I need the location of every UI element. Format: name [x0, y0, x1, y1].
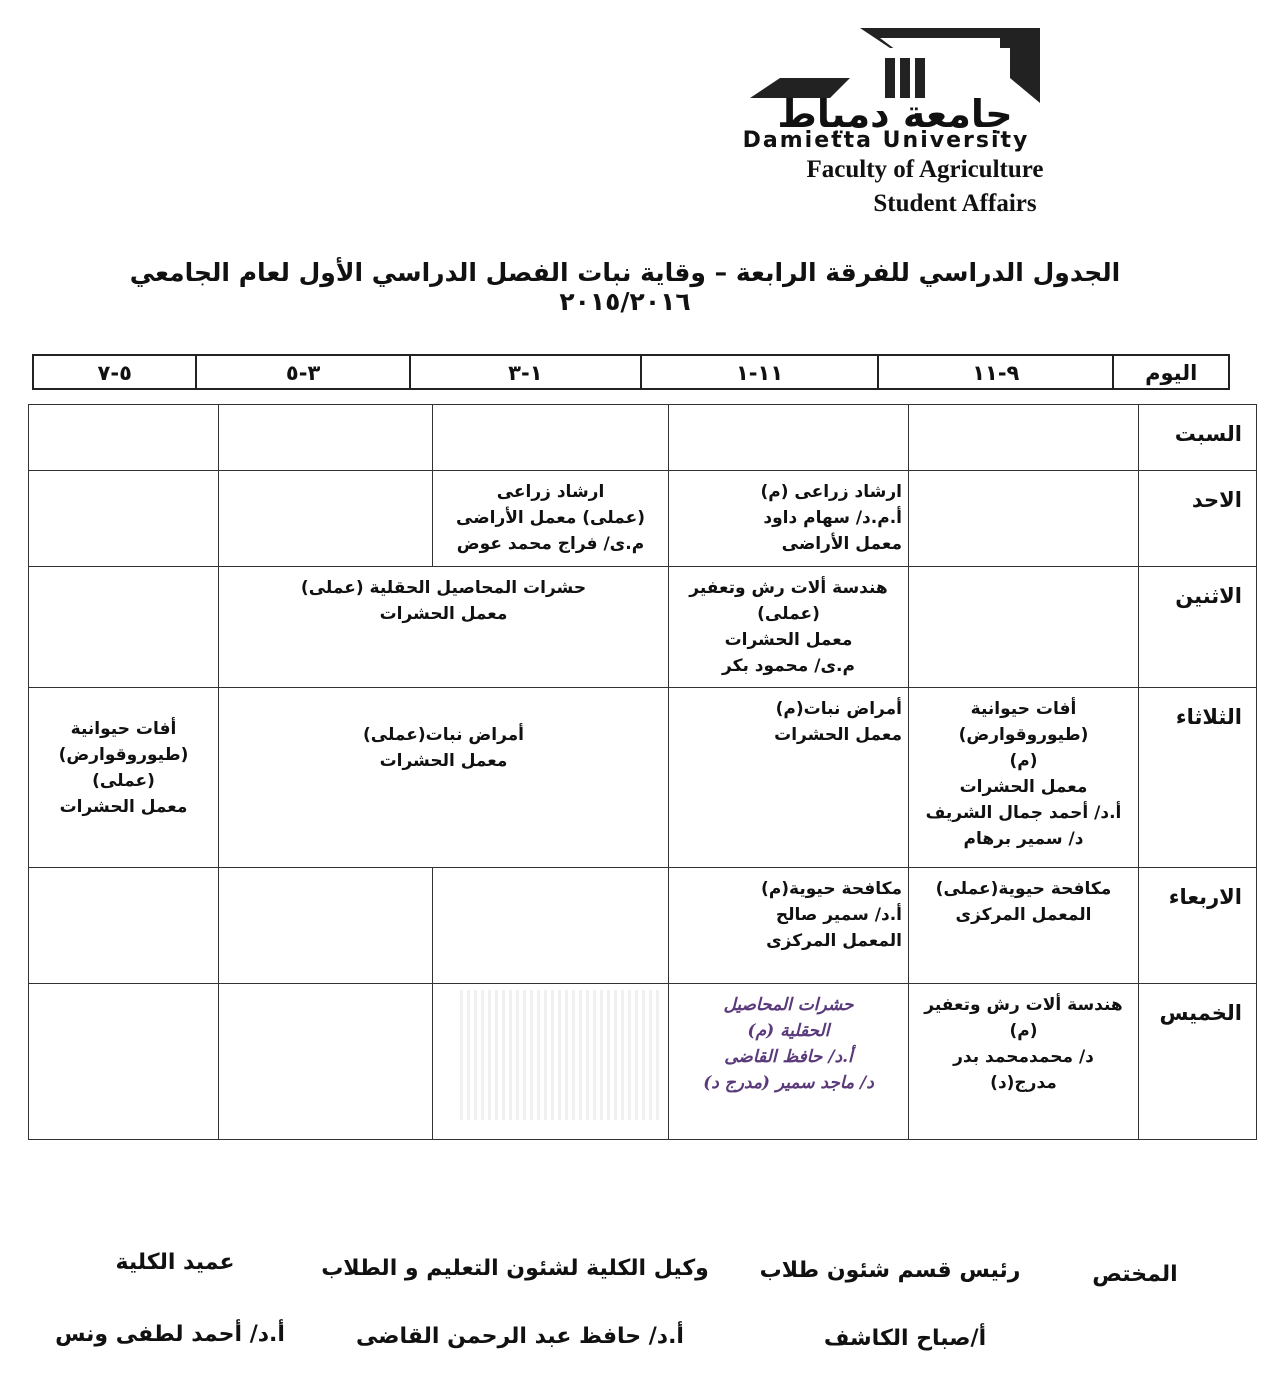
- schedule-cell: [909, 567, 1139, 688]
- schedule-cell: [29, 868, 219, 984]
- faculty-name: Faculty of Agriculture: [806, 156, 1044, 183]
- signature-title: عميد الكلية: [115, 1250, 235, 1275]
- department-name: Student Affairs: [873, 190, 1037, 217]
- schedule-cell: هندسة ألات رش وتعفير (عملى) معمل الحشرات م.ى/ محمود بكر: [669, 567, 909, 688]
- schedule-cell: [219, 868, 433, 984]
- day-cell: الاحد: [1139, 471, 1257, 567]
- table-row: [29, 868, 1257, 984]
- schedule-cell: [909, 405, 1139, 471]
- schedule-cell: [219, 405, 433, 471]
- table-row: [29, 471, 1257, 567]
- signature-title: المختص: [1092, 1262, 1178, 1287]
- schedule-cell: [29, 405, 219, 471]
- signatory-name: أ.د/ حافظ عبد الرحمن القاضى: [356, 1324, 684, 1349]
- schedule-cell: ارشاد زراعى (عملى) معمل الأراضى م.ى/ فراج محمد عوض: [433, 471, 669, 567]
- time-slot: ١-٣: [409, 356, 640, 388]
- day-header: اليوم: [1112, 356, 1228, 388]
- table-row: [29, 567, 1257, 688]
- time-slot: ١١-١: [640, 356, 877, 388]
- table-row: [29, 688, 1257, 868]
- day-cell: الاربعاء: [1139, 868, 1257, 984]
- day-cell: الثلاثاء: [1139, 688, 1257, 868]
- schedule-cell: [29, 567, 219, 688]
- schedule-cell: مكافحة حيوية(م) أ.د/ سمير صالح المعمل المركزى: [669, 868, 909, 984]
- schedule-cell: [29, 471, 219, 567]
- university-name-arabic: جامعة دمياط: [777, 92, 1013, 136]
- signature-title: رئيس قسم شئون طلاب: [759, 1258, 1021, 1283]
- erased-area: [460, 990, 660, 1120]
- time-slot: ٥-٧: [97, 361, 132, 385]
- schedule-cell: [433, 405, 669, 471]
- schedule-cell: حشرات المحاصيل الحقلية (عملى) معمل الحشرات: [219, 567, 669, 688]
- schedule-cell: أمراض نبات(عملى) معمل الحشرات: [219, 688, 669, 868]
- time-header-row: [32, 354, 1230, 390]
- page-title: الجدول الدراسي للفرقة الرابعة – وقاية نبات الفصل الدراسي الأول لعام الجامعي ٢٠١٥/٢٠١٦: [129, 258, 1121, 316]
- schedule-cell: ارشاد زراعى (م) أ.م.د/ سهام داود معمل الأراضى: [669, 471, 909, 567]
- schedule-cell: [669, 405, 909, 471]
- schedule-cell: أمراض نبات(م) معمل الحشرات: [669, 688, 909, 868]
- schedule-cell: هندسة ألات رش وتعفير (م) د/ محمدمحمد بدر مدرج(د): [909, 984, 1139, 1140]
- day-cell: السبت: [1139, 405, 1257, 471]
- day-cell: الاثنين: [1139, 567, 1257, 688]
- university-name-english: Damietta University: [742, 128, 1030, 153]
- time-slot: ٩-١١: [877, 356, 1112, 388]
- schedule-cell: أفات حيوانية (طيوروقوارض) (م) معمل الحشرات أ.د/ أحمد جمال الشريف د/ سمير برهام: [909, 688, 1139, 868]
- signatory-name: أ/صباح الكاشف: [823, 1326, 987, 1351]
- schedule-cell: [909, 471, 1139, 567]
- schedule-cell: [219, 984, 433, 1140]
- time-slot: ٣-٥: [195, 356, 408, 388]
- schedule-cell: [219, 471, 433, 567]
- schedule-cell: [433, 868, 669, 984]
- signature-title: وكيل الكلية لشئون التعليم و الطلاب: [321, 1256, 709, 1281]
- table-row: [29, 405, 1257, 471]
- handwritten-cell: حشرات المحاصيل الحقلية (م) أ.د/ حافظ القاضى د/ ماجد سمير (مدرج د): [669, 984, 909, 1140]
- schedule-cell: [29, 984, 219, 1140]
- day-cell: الخميس: [1139, 984, 1257, 1140]
- signatory-name: أ.د/ أحمد لطفى ونس: [55, 1322, 285, 1347]
- schedule-cell: أفات حيوانية (طيوروقوارض) (عملى) معمل الحشرات: [29, 688, 219, 868]
- schedule-cell: مكافحة حيوية(عملى) المعمل المركزى: [909, 868, 1139, 984]
